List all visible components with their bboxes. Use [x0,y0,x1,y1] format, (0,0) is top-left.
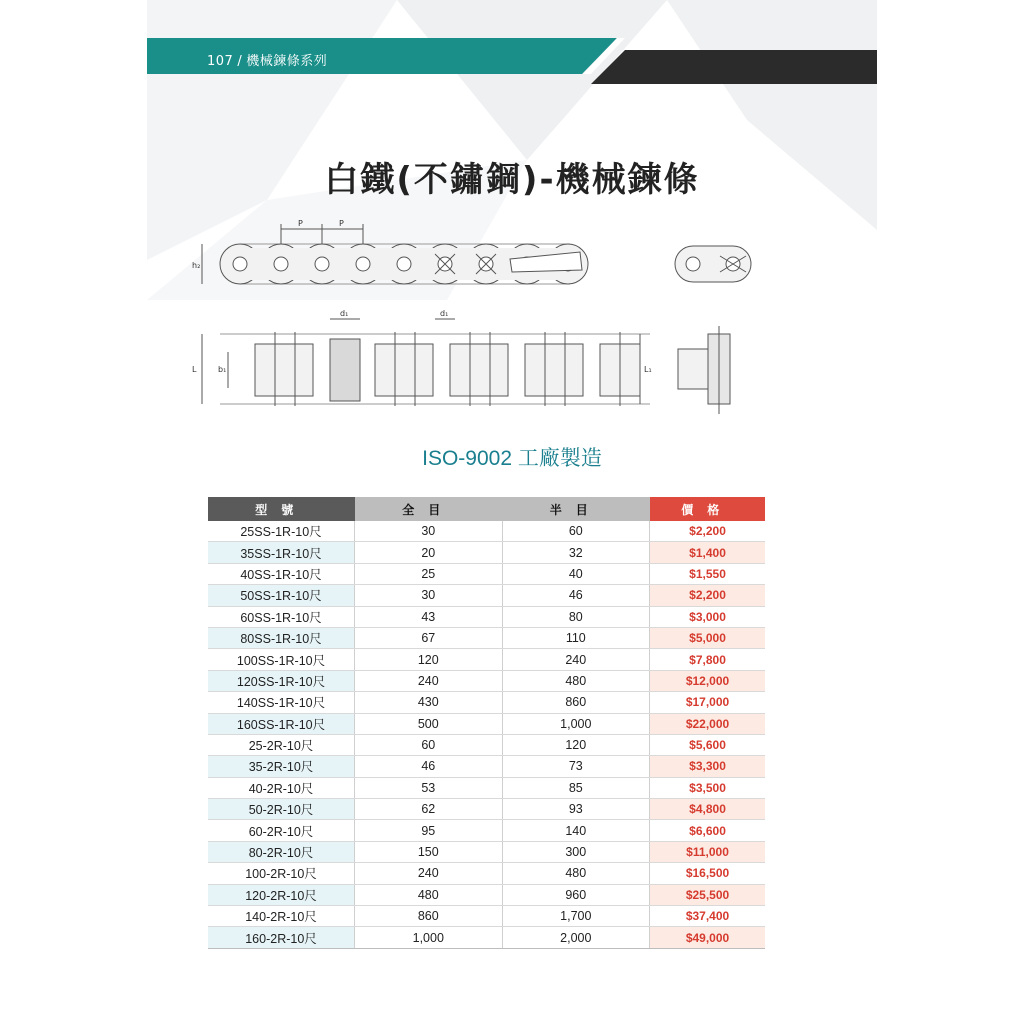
half-cell: 32 [502,542,650,563]
table-row [208,927,765,948]
price-table [208,497,765,949]
chain-top-view [192,309,730,414]
table-row [208,649,765,670]
iso-subtitle: ISO-9002 工廠製造 [422,447,602,470]
half-cell: 80 [502,606,650,627]
full-cell: 46 [355,756,503,777]
half-cell: 1,700 [502,906,650,927]
model-cell: 120-2R-10尺 [208,884,355,905]
full-cell: 240 [355,863,503,884]
full-cell: 95 [355,820,503,841]
half-cell: 2,000 [502,927,650,948]
half-cell: 73 [502,756,650,777]
full-cell: 1,000 [355,927,503,948]
half-cell: 40 [502,563,650,584]
model-cell: 50SS-1R-10尺 [208,585,355,606]
half-cell: 60 [502,521,650,542]
price-cell: $2,200 [650,521,765,542]
model-cell: 60-2R-10尺 [208,820,355,841]
full-cell: 20 [355,542,503,563]
price-cell: $5,600 [650,734,765,755]
full-cell: 60 [355,734,503,755]
model-cell: 140-2R-10尺 [208,906,355,927]
model-cell: 160-2R-10尺 [208,927,355,948]
table-row [208,692,765,713]
separator: / [237,54,243,69]
full-cell: 500 [355,713,503,734]
price-cell: $4,800 [650,799,765,820]
half-cell: 860 [502,692,650,713]
model-cell: 60SS-1R-10尺 [208,606,355,627]
table-row [208,884,765,905]
chain-side-view [192,219,588,284]
d1-label: d₁ [340,309,349,318]
half-cell: 120 [502,734,650,755]
table-row [208,585,765,606]
full-cell: 150 [355,841,503,862]
page-title: 白鐵(不鏽鋼)-機械鍊條 [324,160,700,200]
price-cell: $6,600 [650,820,765,841]
half-cell: 480 [502,670,650,691]
table-body [208,521,765,948]
table-row [208,734,765,755]
half-cell: 300 [502,841,650,862]
half-cell: 46 [502,585,650,606]
half-cell: 140 [502,820,650,841]
pitch-label-1: P [298,219,303,228]
model-cell: 50-2R-10尺 [208,799,355,820]
full-cell: 30 [355,521,503,542]
model-cell: 160SS-1R-10尺 [208,713,355,734]
L-label: L [192,365,197,374]
table-row [208,521,765,542]
full-cell: 67 [355,627,503,648]
full-cell: 480 [355,884,503,905]
catalog-page [147,0,877,1024]
table-row [208,670,765,691]
header-half: 半目 [502,497,650,521]
full-cell: 120 [355,649,503,670]
full-cell: 240 [355,670,503,691]
half-cell: 110 [502,627,650,648]
half-cell: 1,000 [502,713,650,734]
model-cell: 140SS-1R-10尺 [208,692,355,713]
header-full: 全目 [355,497,503,521]
full-cell: 430 [355,692,503,713]
half-cell: 480 [502,863,650,884]
model-cell: 120SS-1R-10尺 [208,670,355,691]
table-row [208,713,765,734]
pitch-label-2: P [339,219,344,228]
full-cell: 30 [355,585,503,606]
price-cell: $12,000 [650,670,765,691]
table-row [208,863,765,884]
chain-end-view [675,246,751,282]
model-cell: 40SS-1R-10尺 [208,563,355,584]
half-cell: 240 [502,649,650,670]
table-row [208,799,765,820]
table-row [208,777,765,798]
L1-label: L₁ [644,365,652,374]
model-cell: 40-2R-10尺 [208,777,355,798]
price-cell: $7,800 [650,649,765,670]
price-cell: $3,300 [650,756,765,777]
table-header-row [208,497,765,521]
h2-label: h₂ [192,261,201,270]
full-cell: 860 [355,906,503,927]
table-row [208,906,765,927]
full-cell: 25 [355,563,503,584]
chain-diagram [180,214,840,434]
table-row [208,606,765,627]
model-cell: 25-2R-10尺 [208,734,355,755]
price-cell: $37,400 [650,906,765,927]
b1-label: b₁ [218,365,227,374]
price-cell: $11,000 [650,841,765,862]
price-cell: $1,550 [650,563,765,584]
price-cell: $5,000 [650,627,765,648]
price-cell: $17,000 [650,692,765,713]
half-cell: 93 [502,799,650,820]
half-cell: 960 [502,884,650,905]
price-cell: $25,500 [650,884,765,905]
header-breadcrumb [207,50,327,69]
model-cell: 100SS-1R-10尺 [208,649,355,670]
price-cell: $2,200 [650,585,765,606]
header-model: 型號 [208,497,355,521]
table-row [208,563,765,584]
d2-label: d₁ [440,309,449,318]
model-cell: 100-2R-10尺 [208,863,355,884]
model-cell: 35-2R-10尺 [208,756,355,777]
price-cell: $22,000 [650,713,765,734]
price-cell: $3,500 [650,777,765,798]
section-title: 機械鍊條系列 [246,54,328,69]
model-cell: 80-2R-10尺 [208,841,355,862]
full-cell: 62 [355,799,503,820]
table-row [208,627,765,648]
full-cell: 53 [355,777,503,798]
price-cell: $3,000 [650,606,765,627]
half-cell: 85 [502,777,650,798]
model-cell: 25SS-1R-10尺 [208,521,355,542]
table-row [208,756,765,777]
page-number: 107 [207,54,234,69]
price-cell: $16,500 [650,863,765,884]
model-cell: 35SS-1R-10尺 [208,542,355,563]
table-row [208,542,765,563]
table-row [208,820,765,841]
price-cell: $49,000 [650,927,765,948]
full-cell: 43 [355,606,503,627]
price-cell: $1,400 [650,542,765,563]
model-cell: 80SS-1R-10尺 [208,627,355,648]
header-price: 價格 [650,497,765,521]
table-row [208,841,765,862]
